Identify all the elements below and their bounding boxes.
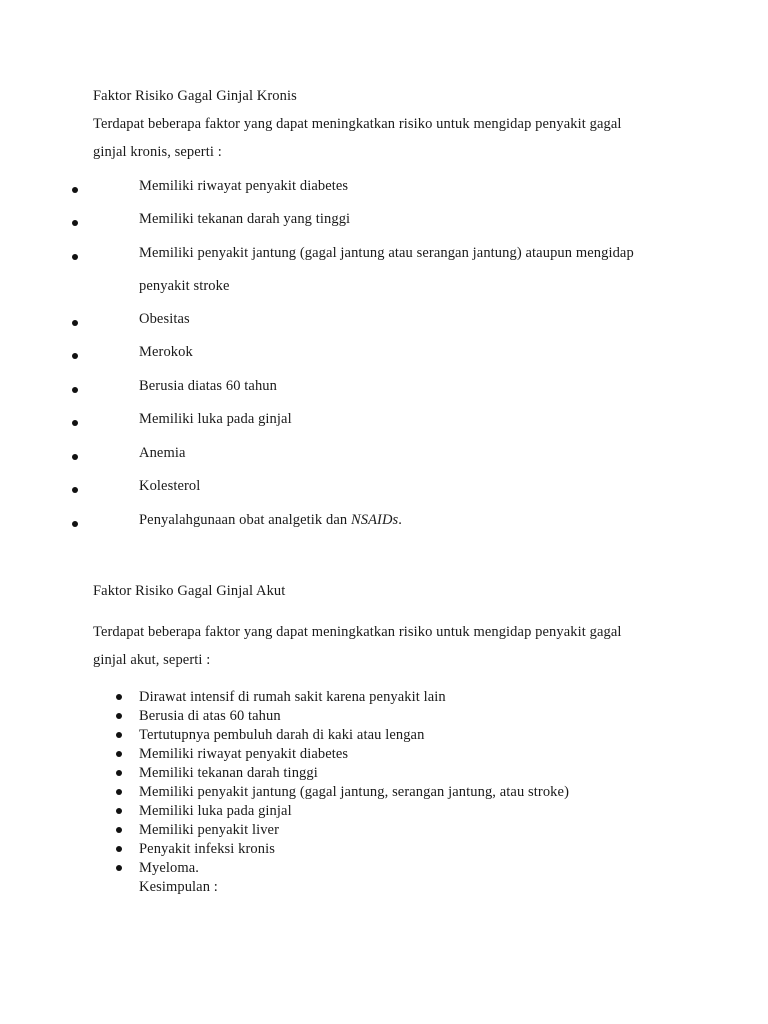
list-item-text: Myeloma. [139,860,199,876]
list-item-text: Memiliki penyakit jantung (gagal jantung, serangan jantung, atau stroke) [139,784,570,800]
intro-line: ginjal akut, seperti : [93,652,211,668]
bullet-icon [116,732,122,738]
section-heading-kronis: Faktor Risiko Gagal Ginjal Kronis [93,88,297,104]
list-item-text-end: . [398,512,403,528]
list-item [0,859,768,878]
list-item-text: Anemia [139,445,186,461]
section-intro-akut [93,618,673,674]
list-item-text-italic: NSAIDs [350,512,399,528]
bullet-icon [72,353,78,359]
bullet-icon [116,751,122,757]
list-item-text: Dirawat intensif di rumah sakit karena penyakit lain [139,689,446,705]
bullet-icon [116,827,122,833]
intro-line: Terdapat beberapa faktor yang dapat meningkatkan risiko untuk mengidap penyakit gagal [93,116,622,132]
list-item-continuation: penyakit stroke [139,278,230,294]
list-item [0,821,768,840]
list-item-text: Kolesterol [139,478,201,494]
list-item [0,840,768,859]
list-item-text: Penyakit infeksi kronis [139,841,276,857]
bullet-icon [116,846,122,852]
bullet-icon [72,521,78,527]
list-item-text: Berusia diatas 60 tahun [139,378,278,394]
bullet-icon [72,220,78,226]
list-item-text: Memiliki tekanan darah tinggi [139,765,318,781]
bullet-icon [116,789,122,795]
bullet-icon [72,454,78,460]
list-item-text: Memiliki riwayat penyakit diabetes [139,746,349,762]
bullet-icon [116,713,122,719]
list-item-text: Berusia di atas 60 tahun [139,708,281,724]
bullet-icon [72,420,78,426]
list-item-text [139,512,402,529]
list-item-text: Merokok [139,344,193,360]
list-item-text: Memiliki luka pada ginjal [139,411,292,427]
list-item-text: Memiliki riwayat penyakit diabetes [139,178,349,194]
bullet-icon [72,187,78,193]
bullet-icon [116,694,122,700]
bullet-icon [116,808,122,814]
list-item-text: Memiliki tekanan darah yang tinggi [139,211,351,227]
list-item-text: Memiliki luka pada ginjal [139,803,292,819]
list-item [0,688,768,707]
list-item [0,783,768,802]
list-item-text: Tertutupnya pembuluh darah di kaki atau lengan [139,727,425,743]
section-intro-kronis [93,110,673,166]
bullet-icon [72,487,78,493]
bullet-icon [116,770,122,776]
bullet-icon [72,254,78,260]
list-item [0,802,768,821]
list-item [0,745,768,764]
list-item-text: Memiliki penyakit liver [139,822,280,838]
intro-line: Terdapat beberapa faktor yang dapat meningkatkan risiko untuk mengidap penyakit gagal [93,624,622,640]
list-item-text: Obesitas [139,311,190,327]
intro-line: ginjal kronis, seperti : [93,144,222,160]
section-heading-akut: Faktor Risiko Gagal Ginjal Akut [93,583,286,599]
bullet-icon [72,320,78,326]
list-item-text: Memiliki penyakit jantung (gagal jantung atau serangan jantung) ataupun mengidap [139,245,634,261]
conclusion-label: Kesimpulan : [139,879,218,895]
list-item [0,726,768,745]
list-item-text-main: Penyalahgunaan obat analgetik dan [139,512,351,528]
bullet-icon [116,865,122,871]
list-item [0,707,768,726]
bullet-icon [72,387,78,393]
list-item [0,764,768,783]
